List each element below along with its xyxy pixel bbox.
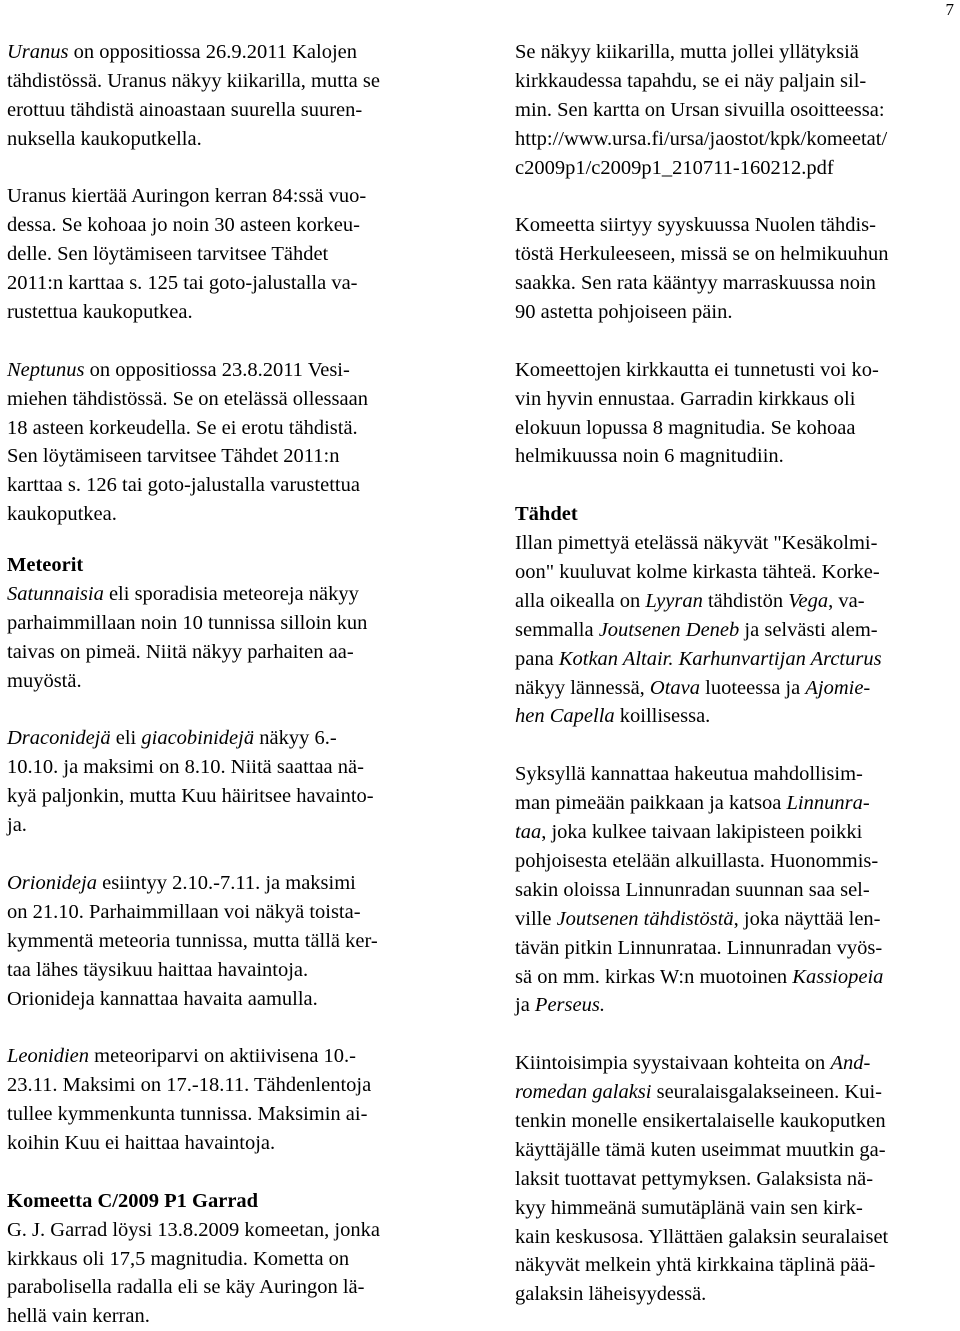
text-line <box>7 927 445 956</box>
text-line <box>515 1251 960 1280</box>
text-run: on oppositiossa 23.8.2011 Vesi- <box>84 358 350 381</box>
text-line <box>515 96 960 125</box>
text-run: eli sporadisia meteoreja näkyy <box>103 583 359 606</box>
italic-term: Joutsenen tähdistöstä <box>556 907 734 930</box>
text-line <box>7 442 445 471</box>
paragraph-draconidit <box>7 724 445 840</box>
text-run: elokuun lopussa 8 magnitudia. Se kohoaa <box>515 416 856 439</box>
text-run: , joka kulkee taivaan lakipisteen poikki <box>541 821 863 844</box>
text-line <box>515 154 960 183</box>
text-run: taa lähes täysikuu haittaa havaintoja. <box>7 958 309 981</box>
text-line <box>515 529 960 558</box>
text-line <box>7 898 445 927</box>
text-run: Illan pimettyä etelässä näkyvät "Kesäkolmi- <box>515 532 878 555</box>
text-run: helmikuussa noin 6 magnitudiin. <box>515 445 784 468</box>
text-line <box>7 580 445 609</box>
text-line <box>7 1042 445 1071</box>
text-run: koihin Kuu ei haittaa havaintoja. <box>7 1131 276 1154</box>
text-run: 18 asteen korkeudella. Se ei erotu tähdistä. <box>7 416 358 439</box>
text-line <box>515 442 960 471</box>
italic-term: giacobinidejä <box>141 727 255 750</box>
text-line <box>515 702 960 731</box>
text-run: Uranus kiertää Auringon kerran 84:ssä vuo- <box>7 185 367 208</box>
text-run: käyttäjälle tämä kuten useimmat muutkin ga- <box>515 1138 886 1161</box>
text-line <box>515 1078 960 1107</box>
paragraph-komeetta-path <box>515 211 960 327</box>
text-run: vin hyvin ennustaa. Garradin kirkkaus oli <box>515 387 856 410</box>
text-line <box>515 1136 960 1165</box>
text-run: ville <box>515 907 557 930</box>
text-run: tullee kymmenkunta tunnissa. Maksimin ai- <box>7 1103 368 1126</box>
text-run: karttaa s. 126 tai goto-jalustalla varustettua <box>7 474 360 497</box>
text-line <box>515 558 960 587</box>
text-run: man pimeään paikkaan ja katsoa <box>515 792 787 815</box>
text-run: 10.10. ja maksimi on 8.10. Niitä saattaa nä- <box>7 756 364 779</box>
italic-term: Orionideja <box>7 871 97 894</box>
text-run: pana <box>515 647 559 670</box>
text-run: Kiintoisimpia syystaivaan kohteita on <box>515 1052 831 1075</box>
text-run: kaukoputkea. <box>7 503 117 526</box>
text-run: sä on mm. kirkas W:n muotoinen <box>515 965 793 988</box>
italic-term: Otava <box>649 676 701 699</box>
text-run: kain keskusosa. Yllättäen galaksin seuralaiset <box>515 1225 889 1248</box>
right-column <box>515 38 960 1309</box>
heading-tahdet: Tähdet <box>515 503 578 526</box>
text-run: ja selvästi alem- <box>739 618 878 641</box>
text-line <box>515 125 960 154</box>
paragraph-uranus-orbit <box>7 182 445 326</box>
text-line <box>7 269 445 298</box>
text-run: taivas on pimeä. Niitä näkyy parhaiten aa- <box>7 640 354 663</box>
text-run: kymmentä meteoria tunnissa, mutta tällä ker- <box>7 929 378 952</box>
text-run: hellä vain kerran. <box>7 1305 150 1328</box>
text-run: Komeetta siirtyy syyskuussa Nuolen tähdis- <box>515 214 876 237</box>
text-run: tähdistön <box>702 589 789 612</box>
text-run: parabolisella radalla eli se käy Auringon lä- <box>7 1276 365 1299</box>
text-run: laksit tuottavat pettymyksen. Galaksista nä- <box>515 1167 874 1190</box>
text-line <box>515 1223 960 1252</box>
text-line <box>515 298 960 327</box>
text-line <box>7 782 445 811</box>
italic-term: Leonidien <box>7 1045 89 1068</box>
text-line <box>515 1280 960 1309</box>
text-line <box>7 1216 445 1245</box>
text-line <box>515 934 960 963</box>
text-line <box>515 760 960 789</box>
italic-term: Uranus <box>7 41 69 63</box>
text-run: rustettua kaukoputkea. <box>7 301 193 324</box>
italic-term: And- <box>830 1052 871 1075</box>
text-run: tähdistössä. Uranus näkyy kiikarilla, mutta se <box>7 69 380 92</box>
italic-term: Vega <box>788 589 829 612</box>
text-run: tävän pitkin Linnunrataa. Linnunradan vyös- <box>515 936 883 959</box>
italic-term: Draconidejä <box>7 727 111 750</box>
text-run: dessa. Se kohoaa jo noin 30 asteen korkeu- <box>7 214 360 237</box>
text-line <box>7 609 445 638</box>
paragraph-andromeda <box>515 1049 960 1309</box>
text-line <box>515 1165 960 1194</box>
text-line <box>7 38 445 67</box>
text-line <box>515 587 960 616</box>
text-run: alla oikealla on <box>515 589 646 612</box>
text-line <box>515 963 960 992</box>
text-line <box>515 1107 960 1136</box>
text-run: Orionideja kannattaa havaita aamulla. <box>7 987 318 1010</box>
text-run: tenkin monelle ensikertalaiselle kaukoputken <box>515 1109 886 1132</box>
text-line <box>515 1194 960 1223</box>
text-run: saakka. Sen rata kääntyy marraskuussa noin <box>515 272 876 295</box>
text-run: pohjoisesta etelään alkuillasta. Huonommis- <box>515 849 879 872</box>
italic-term: taa <box>515 821 542 844</box>
text-line <box>515 876 960 905</box>
text-line <box>515 1049 960 1078</box>
text-line <box>515 789 960 818</box>
text-line <box>7 414 445 443</box>
text-run: oon" kuuluvat kolme kirkasta tähteä. Korke- <box>515 561 880 584</box>
paragraph-meteorit <box>7 580 445 696</box>
text-run: seuralaisgalakseineen. Kui- <box>651 1081 883 1104</box>
text-line <box>7 1100 445 1129</box>
text-run: G. J. Garrad löysi 13.8.2009 komeetan, jonka <box>7 1218 380 1241</box>
text-line <box>7 638 445 667</box>
text-line <box>7 811 445 840</box>
text-run: http://www.ursa.fi/ursa/jaostot/kpk/komeetat/ <box>515 127 888 150</box>
text-line <box>515 847 960 876</box>
text-run: näkyy 6.- <box>254 727 337 750</box>
text-line <box>7 125 445 154</box>
text-line <box>7 211 445 240</box>
italic-term: Lyyran <box>645 589 703 612</box>
italic-term: Karhunvartijan Arcturus <box>678 647 882 670</box>
text-line <box>515 991 960 1020</box>
text-run: esiintyy 2.10.-7.11. ja maksimi <box>96 871 356 894</box>
paragraph-uranus-opposition <box>7 38 445 154</box>
heading-komeetta: Komeetta C/2009 P1 Garrad <box>7 1189 259 1212</box>
text-line <box>515 905 960 934</box>
text-line <box>7 956 445 985</box>
text-line <box>7 1245 445 1274</box>
text-run: on 21.10. Parhaimmillaan voi näkyä toista- <box>7 900 361 923</box>
text-run: delle. Sen löytämiseen tarvitsee Tähdet <box>7 243 329 266</box>
text-run: eli <box>110 727 142 750</box>
italic-term: hen Capella <box>515 705 615 728</box>
text-line <box>515 67 960 96</box>
text-run: kirkkaus oli 17,5 magnitudia. Kometta on <box>7 1247 350 1270</box>
text-run: 2011:n karttaa s. 125 tai goto-jalustalla va- <box>7 272 358 295</box>
paragraph-komeetta-brightness <box>515 356 960 472</box>
text-run: luoteessa ja <box>700 676 806 699</box>
text-run: töstä Herkuleeseen, missä se on helmikuuhun <box>515 243 889 266</box>
text-run: kirkkaudessa tapahdu, se ei näy paljain sil- <box>515 69 867 92</box>
text-run: miehen tähdistössä. Se on etelässä ollessaan <box>7 387 368 410</box>
text-run: sakin oloissa Linnunradan suunnan saa sel- <box>515 878 870 901</box>
heading-meteorit: Meteorit <box>7 554 84 577</box>
text-line <box>515 356 960 385</box>
text-line <box>515 645 960 674</box>
text-line <box>515 269 960 298</box>
text-line <box>7 67 445 96</box>
left-column <box>7 38 445 1331</box>
text-line <box>7 753 445 782</box>
text-run: muyöstä. <box>7 669 82 692</box>
text-run: Sen löytämiseen tarvitsee Tähdet 2011:n <box>7 445 340 468</box>
text-run: meteoriparvi on aktiivisena 10.- <box>89 1045 356 1068</box>
text-run: erottuu tähdistä ainoastaan suurella suuren- <box>7 98 363 121</box>
paragraph-komeetta-visibility <box>515 38 960 182</box>
italic-term: Kotkan Altair. <box>558 647 674 670</box>
italic-term: Satunnaisia <box>7 583 104 606</box>
text-line <box>7 385 445 414</box>
text-run: 90 astetta pohjoiseen päin. <box>515 301 733 324</box>
paragraph-neptunus <box>7 356 445 529</box>
paragraph-linnunrata <box>515 760 960 1020</box>
text-run: kyä paljonkin, mutta Kuu häiritsee havainto- <box>7 785 374 808</box>
text-line <box>7 1302 445 1331</box>
text-line <box>7 500 445 529</box>
paragraph-orionidit <box>7 869 445 1013</box>
text-line <box>7 96 445 125</box>
text-run: ja <box>515 994 535 1017</box>
paragraph-leonidit <box>7 1042 445 1158</box>
text-line <box>7 356 445 385</box>
text-line <box>7 724 445 753</box>
italic-term: Ajomie- <box>805 676 871 699</box>
text-line <box>7 869 445 898</box>
text-run: , va- <box>828 589 865 612</box>
text-run: on oppositiossa 26.9.2011 Kalojen <box>68 41 358 63</box>
text-run: c2009p1/c2009p1_210711-160212.pdf <box>515 156 834 179</box>
text-line <box>515 818 960 847</box>
text-run: näkyvät melkein yhtä kirkkaina täplinä pää- <box>515 1254 876 1277</box>
text-line <box>7 667 445 696</box>
italic-term: Linnunra- <box>786 792 870 815</box>
italic-term: romedan galaksi <box>515 1081 652 1104</box>
text-run: Syksyllä kannattaa hakeutua mahdollisim- <box>515 763 863 786</box>
text-line <box>515 385 960 414</box>
text-run: näkyy lännessä, <box>515 676 650 699</box>
text-line <box>515 616 960 645</box>
text-run: koillisessa. <box>614 705 711 728</box>
text-line <box>7 471 445 500</box>
text-run: parhaimmillaan noin 10 tunnissa silloin kun <box>7 611 368 634</box>
page-number: 7 <box>945 0 954 19</box>
text-run: galaksin läheisyydessä. <box>515 1283 707 1306</box>
text-line <box>7 1273 445 1302</box>
text-line <box>7 240 445 269</box>
italic-term: Perseus. <box>534 994 605 1017</box>
text-line <box>7 298 445 327</box>
text-line <box>7 1129 445 1158</box>
text-run: , joka näyttää len- <box>733 907 881 930</box>
text-line <box>7 1071 445 1100</box>
text-line <box>515 38 960 67</box>
text-run: kyy himmeänä sumutäplänä vain sen kirk- <box>515 1196 863 1219</box>
text-line <box>515 211 960 240</box>
text-run: ja. <box>7 814 27 837</box>
text-line <box>515 674 960 703</box>
text-line <box>7 182 445 211</box>
paragraph-komeetta <box>7 1216 445 1331</box>
italic-term: Neptunus <box>7 358 85 381</box>
text-run: Komeettojen kirkkautta ei tunnetusti voi ko- <box>515 358 879 381</box>
text-run: Se näkyy kiikarilla, mutta jollei yllätyksiä <box>515 41 859 63</box>
text-run: min. Sen kartta on Ursan sivuilla osoitteessa: <box>515 98 885 121</box>
italic-term: Joutsenen Deneb <box>598 618 740 641</box>
text-line <box>515 414 960 443</box>
text-run: 23.11. Maksimi on 17.-18.11. Tähdenlentoja <box>7 1074 372 1097</box>
text-run: semmalla <box>515 618 599 641</box>
italic-term: Kassiopeia <box>792 965 884 988</box>
paragraph-tahdet <box>515 529 960 731</box>
text-line <box>7 985 445 1014</box>
text-line <box>515 240 960 269</box>
text-run: nuksella kaukoputkella. <box>7 127 202 150</box>
